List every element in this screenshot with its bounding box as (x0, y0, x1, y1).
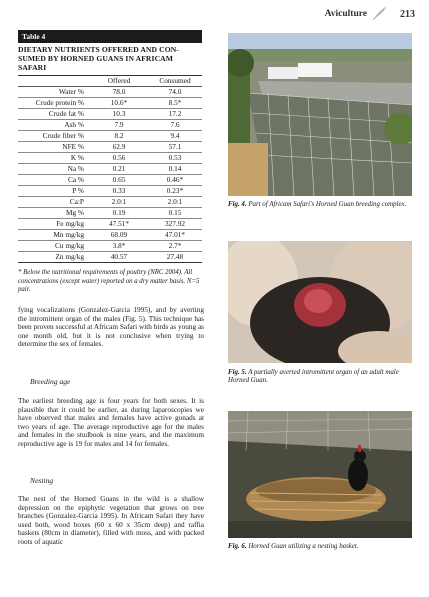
table-header-row (18, 76, 202, 87)
offered-cell: 10.3 (90, 108, 148, 119)
caption-text: Horned Guan utilizing a nesting basket. (248, 543, 359, 550)
offered-cell: 0.33 (90, 185, 148, 196)
table-row (18, 207, 202, 218)
table-row (18, 218, 202, 229)
consumed-cell: 2.7* (148, 240, 202, 251)
nutrient-name-cell: Zn mg/kg (18, 251, 90, 262)
subheading: Breeding age (30, 377, 71, 386)
table-row (18, 86, 202, 97)
nutrient-name-cell: P % (18, 185, 90, 196)
caption-text: Part of Africam Safari's Horned Guan breeding complex. (248, 201, 407, 208)
nutrient-name-cell: Crude fiber % (18, 130, 90, 141)
nutrient-name-cell: Ash % (18, 119, 90, 130)
page-number: 213 (400, 9, 415, 20)
figure-5-photo (228, 241, 412, 363)
consumed-cell: 17.2 (148, 108, 202, 119)
nutrient-table-block (18, 30, 202, 263)
table-title: DIETARY NUTRIENTS OFFERED AND CON-SUMED BY HORNED GUANS IN AFRICAM SAFARI (18, 45, 202, 76)
consumed-cell: 27.48 (148, 251, 202, 262)
consumed-cell: 9.4 (148, 130, 202, 141)
caption-text: A partially averted intromittent organ of an adult male Horned Guan. (228, 369, 399, 385)
table-row (18, 97, 202, 108)
running-header (0, 8, 429, 24)
nutrient-name-cell: Cu mg/kg (18, 240, 90, 251)
column-header: Consumed (148, 76, 202, 87)
table-body (18, 86, 202, 262)
offered-cell: 78.0 (90, 86, 148, 97)
section-title: Aviculture (324, 9, 367, 19)
figure-number: Fig. 5. (228, 369, 247, 376)
consumed-cell: 0.15 (148, 207, 202, 218)
offered-cell: 2.0:1 (90, 196, 148, 207)
nutrient-name-cell: K % (18, 152, 90, 163)
consumed-cell: 7.6 (148, 119, 202, 130)
consumed-cell: 74.0 (148, 86, 202, 97)
nutrient-name-cell: Ca % (18, 174, 90, 185)
nutrient-name-cell: NFE % (18, 141, 90, 152)
table-row (18, 152, 202, 163)
figure-6-photo (228, 411, 412, 538)
body-paragraph: fying vocalizations (Gonzalez-Garcia 1995), and by averting the intromittent organ of the males (Fig. 5). This technique has been proven successful at Africam Safari with birds as young as one month old, but it is not conclusive when trying to determine the sex of females. (18, 306, 204, 348)
table-label: Table 4 (18, 30, 202, 43)
body-paragraph: The nest of the Horned Guans in the wild is a shallow depression on the epiphytic vegetation that grows on tree branches (Gonzalez-Garcia 1995). In Africam Safari they have used both, wood boxes (60 x 60 x 35cm deep) and raffia baskets (80cm in diameter), filled with moss, and with packed roots of aquatic (18, 495, 204, 546)
consumed-cell: 0.14 (148, 163, 202, 174)
body-paragraph: The earliest breeding age is four years for both sexes. It is plausible that it could be earlier, as during laparoscopies we have observed that males and females have active gonads at two years of age. The average reproductive age for the males and females in the studbook is nine years, and the maximum reproductive age is 19 for males and 14 for females. (18, 397, 204, 448)
nutrient-table (18, 76, 202, 263)
nutrient-name-cell: Fe mg/kg (18, 218, 90, 229)
table-row (18, 229, 202, 240)
nutrient-name-cell: Crude protein % (18, 97, 90, 108)
nutrient-name-cell: Na % (18, 163, 90, 174)
offered-cell: 0.65 (90, 174, 148, 185)
offered-cell: 10.6* (90, 97, 148, 108)
table-footnote: * Below the nutritional requirements of poultry (NRC 2004). All concentrations (except water) reported on a dry matter basis. N=5 pair. (18, 269, 200, 294)
table-row (18, 240, 202, 251)
figure-number: Fig. 6. (228, 543, 247, 550)
table-row (18, 141, 202, 152)
offered-cell: 8.2 (90, 130, 148, 141)
table-row (18, 119, 202, 130)
table-row (18, 185, 202, 196)
offered-cell: 40.57 (90, 251, 148, 262)
column-header (18, 76, 90, 87)
consumed-cell: 2.0:1 (148, 196, 202, 207)
feather-icon (371, 5, 389, 21)
consumed-cell: 0.53 (148, 152, 202, 163)
consumed-cell: 8.5* (148, 97, 202, 108)
figure-5-caption (228, 369, 412, 386)
offered-cell: 68.09 (90, 229, 148, 240)
nutrient-name-cell: Crude fat % (18, 108, 90, 119)
consumed-cell: 0.23* (148, 185, 202, 196)
table-row (18, 174, 202, 185)
consumed-cell: 0.46* (148, 174, 202, 185)
table-row (18, 196, 202, 207)
nutrient-name-cell: Ca:P (18, 196, 90, 207)
offered-cell: 7.9 (90, 119, 148, 130)
table-row (18, 251, 202, 262)
consumed-cell: 57.1 (148, 141, 202, 152)
consumed-cell: 47.01* (148, 229, 202, 240)
offered-cell: 0.19 (90, 207, 148, 218)
nutrient-name-cell: Water % (18, 86, 90, 97)
column-header: Offered (90, 76, 148, 87)
offered-cell: 3.8* (90, 240, 148, 251)
consumed-cell: 327.92 (148, 218, 202, 229)
table-row (18, 130, 202, 141)
nutrient-name-cell: Mn mg/kg (18, 229, 90, 240)
offered-cell: 0.21 (90, 163, 148, 174)
offered-cell: 0.56 (90, 152, 148, 163)
table-row (18, 163, 202, 174)
figure-4-caption (228, 201, 412, 209)
figure-4-photo (228, 33, 412, 196)
figure-6-caption (228, 543, 412, 551)
table-row (18, 108, 202, 119)
subheading: Nesting (30, 476, 54, 485)
offered-cell: 47.51* (90, 218, 148, 229)
figure-number: Fig. 4. (228, 201, 247, 208)
offered-cell: 62.9 (90, 141, 148, 152)
nutrient-name-cell: Mg % (18, 207, 90, 218)
